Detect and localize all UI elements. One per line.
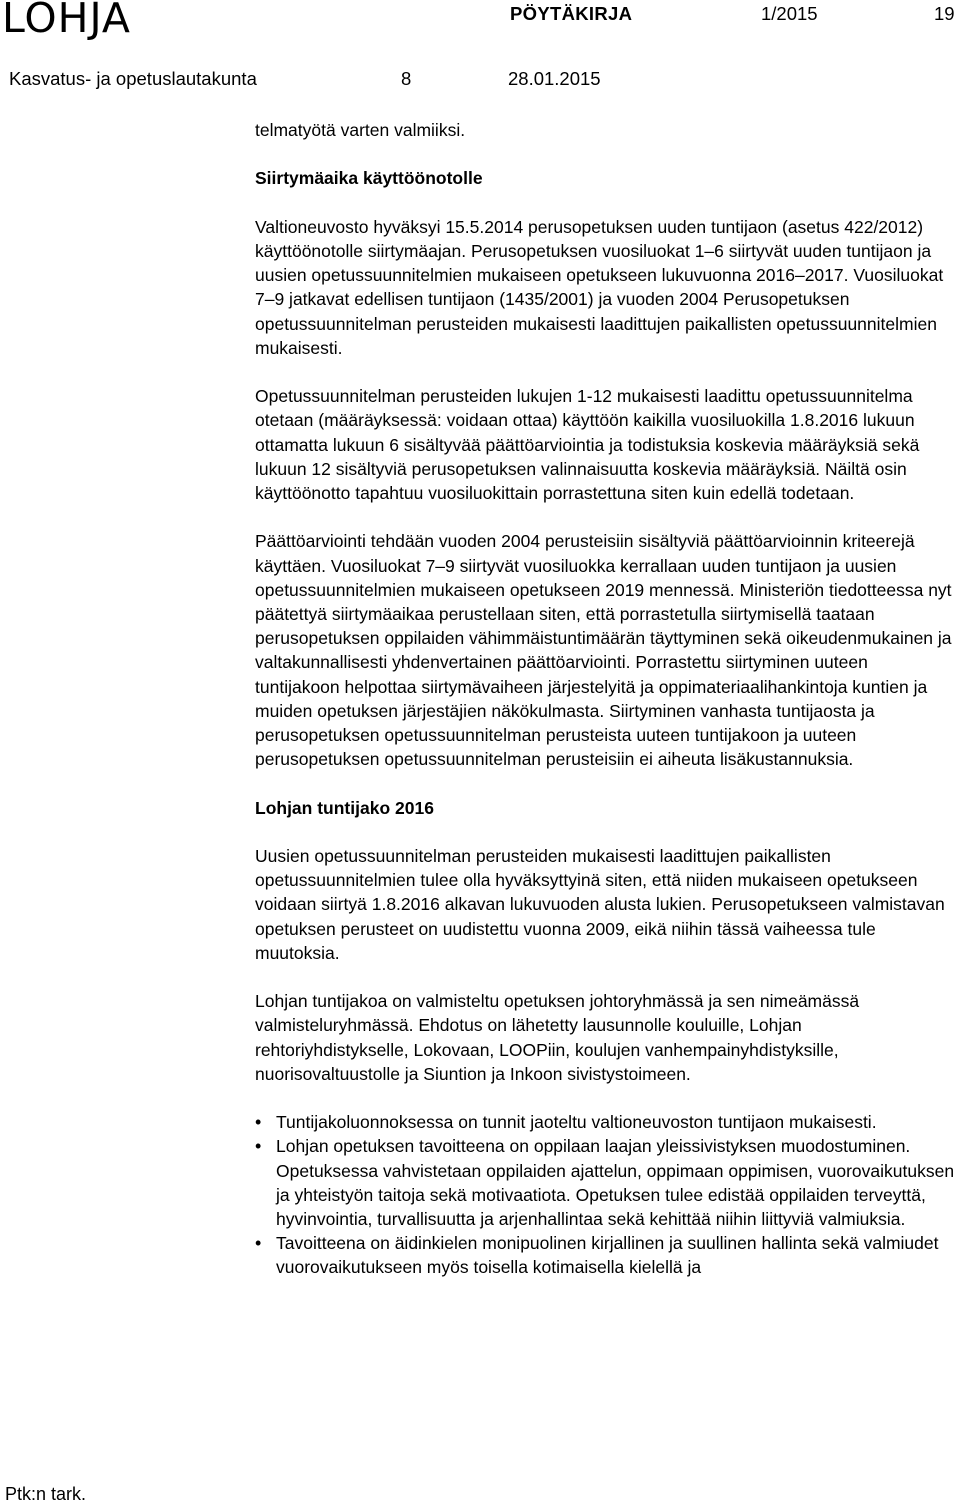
document-body	[255, 118, 955, 1280]
paragraph: Uusien opetussuunnitelman perusteiden mukaisesti laadittujen paikallisten opetussuunnitelmien tulee olla hyväksyttyinä siten, että niiden mukaiseen opetukseen voidaan siirtyä 1.8.2016 alkavan lukuvuoden alusta lukien. Perusopetukseen valmistavan opetuksen perusteet on uudistettu vuonna 2009, eikä niihin tässä vaiheessa tule muutoksia.	[255, 846, 945, 963]
section-number: 8	[401, 68, 412, 89]
list-item: • Tuntijakoluonnoksessa on tunnit jaoteltu valtioneuvoston tuntijaon mukaisesti.	[276, 1110, 955, 1134]
paragraph: Opetussuunnitelman perusteiden lukujen 1-12 mukaisesti laadittu opetussuunnitelma otetaan (määräyksessä: voidaan ottaa) käyttöön kaikilla vuosiluokilla 1.8.2016 lukuun ottamatta lukuun 6 sisältyvää päättöarviointia ja todistuksia koskevia määräyksiä sekä lukuun 12 sisältyviä perusopetuksen valinnaisuutta koskevia määräyksiä. Näiltä osin käyttöönotto tapahtuu vuosiluokittain porrastettuna siten kuin edellä todetaan.	[255, 386, 920, 503]
heading-transition-period: Siirtymäaika käyttöönotolle	[255, 168, 483, 189]
paragraph: Lohjan tuntijakoa on valmisteltu opetuksen johtoryhmässä ja sen nimeämässä valmisteluryhmässä. Ehdotus on lähetetty lausunnolle kouluille, Lohjan rehtoriyhdistykselle, Lokovaan, LOOPiin, koulujen vanhempainyhdistyksille, nuorisovaltuustolle ja Siuntion ja Inkoon sivistystoimeen.	[255, 991, 860, 1084]
paragraph-continuation: telmatyötä varten valmiiksi.	[255, 120, 466, 140]
meeting-date: 28.01.2015	[508, 68, 601, 89]
signature-label: Ptk:n tark.	[5, 1484, 87, 1504]
logo: LOHJA	[2, 0, 131, 42]
bullet-list	[255, 1110, 955, 1279]
paragraph: Valtioneuvosto hyväksyi 15.5.2014 perusopetuksen uuden tuntijaon (asetus 422/2012) käyttöönotolle siirtymäajan. Perusopetuksen vuosiluokat 1–6 siirtyvät uuden tuntijaon ja uusien opetussuunnitelmien mukaiseen opetukseen lukuvuonna 2016–2017. Vuosiluokat 7–9 jatkavat edellisen tuntijaon (1435/2001) ja vuoden 2004 Perusopetuksen opetussuunnitelman perusteiden mukaisesti laadittujen paikallisten opetussuunnitelmien mukaisesti.	[255, 216, 944, 358]
heading-lohja-timetable: Lohjan tuntijako 2016	[255, 797, 434, 818]
page-number: 19	[934, 3, 955, 24]
list-item: • Lohjan opetuksen tavoitteena on oppilaan laajan yleissivistyksen muodostuminen. Opetuksessa vahvistetaan oppilaiden ajattelun, oppimaan oppimisen, vuorovaikutuksen ja yhteistyön taitoja sekä motivaatiota. Opetuksen tulee edistää oppilaiden terveyttä, hyvinvointia, turvallisuutta ja arjenhallintaa sekä kehittää niihin liittyviä valmiuksia.	[276, 1134, 955, 1231]
paragraph: Päättöarviointi tehdään vuoden 2004 perusteisiin sisältyviä päättöarvioinnin kriteerejä käyttäen. Vuosiluokat 7–9 siirtyvät vuosiluokka kerrallaan uuden tuntijaon ja uusien opetussuunnitelmien mukaiseen opetukseen 2019 mennessä. Ministeriön tiedotteessa nyt päätettyä siirtymäaikaa perustellaan siten, että porrastetulla siirtymisellä taataan perusopetuksen oppilaiden vähimmäistuntimäärän täyttyminen sekä oikeudenmukainen ja valtakunnallisesti yhdenvertainen päättöarviointi. Porrastettu siirtyminen uuteen tuntijakoon helpottaa siirtymävaiheen järjestelyitä ja oppimateriaalihankintoja kuntien ja muiden opetuksen järjestäjien näkökulmasta. Siirtyminen vanhasta tuntijaosta ja perusopetuksen opetussuunnitelman perusteista uuteen tuntijakoon ja uuteen perusopetuksen opetussuunnitelman perusteisiin ei aiheuta lisäkustannuksia.	[255, 531, 952, 770]
document-number: 1/2015	[761, 3, 818, 24]
board-name: Kasvatus- ja opetuslautakunta	[9, 68, 257, 89]
list-item: • Tavoitteena on äidinkielen monipuolinen kirjallinen ja suullinen hallinta sekä valmiudet vuorovaikutukseen myös toisella kotimaisella kielellä ja	[276, 1231, 955, 1279]
document-type: PÖYTÄKIRJA	[510, 3, 633, 24]
